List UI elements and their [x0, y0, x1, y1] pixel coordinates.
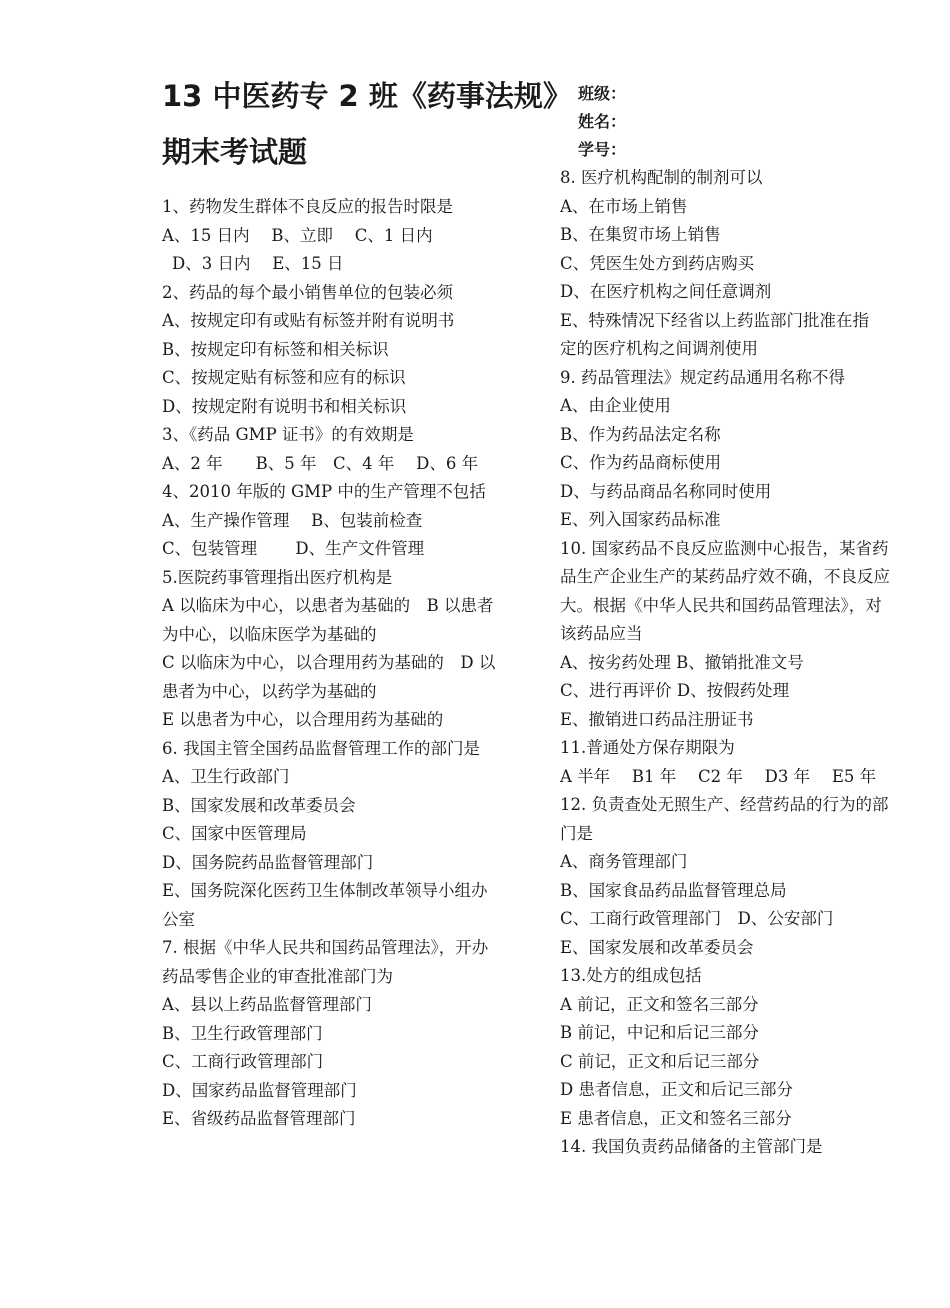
text-line: C 以临床为中心，以合理用药为基础的 D 以	[162, 653, 496, 672]
text-line: C、作为药品商标使用	[560, 453, 722, 472]
text-line: 10. 国家药品不良反应监测中心报告，某省药	[560, 538, 889, 558]
text-line: A、卫生行政部门	[162, 767, 290, 786]
text-line: 为中心，以临床医学为基础的	[162, 624, 377, 644]
text-line: 品生产企业生产的某药品疗效不确，不良反应	[560, 567, 890, 586]
text-line: D、按规定附有说明书和相关标识	[162, 396, 407, 416]
exam-subtitle: 期末考试题	[162, 135, 308, 169]
text-line: C、包装管理 D、生产文件管理	[162, 539, 425, 558]
text-line: B、在集贸市场上销售	[560, 225, 721, 244]
right-question-column	[560, 164, 924, 1162]
student-id-field-label: 学号：	[578, 140, 627, 159]
text-line: 6. 我国主管全国药品监督管理工作的部门是	[162, 738, 480, 758]
text-line: 定的医疗机构之间调剂使用	[560, 339, 758, 358]
text-line: 9. 药品管理法》规定药品通用名称不得	[560, 367, 845, 387]
text-line: B 前记，中记和后记三部分	[560, 1023, 759, 1042]
text-line: A 半年 B1 年 C2 年 D3 年 E5 年	[560, 766, 877, 786]
text-line: 3、《药品 GMP 证书》的有效期是	[162, 425, 414, 444]
text-line: 5.医院药事管理指出医疗机构是	[162, 567, 393, 587]
text-line: A 以临床为中心，以患者为基础的 B 以患者	[162, 596, 494, 615]
text-line: A、县以上药品监督管理部门	[162, 995, 372, 1014]
text-line: C、按规定贴有标签和应有的标识	[162, 368, 406, 387]
text-line: E、国务院深化医药卫生体制改革领导小组办	[162, 881, 488, 900]
text-line: 公室	[162, 909, 195, 929]
text-line: 4、2010 年版的 GMP 中的生产管理不包括	[162, 482, 486, 501]
text-line: 药品零售企业的审查批准部门为	[162, 966, 393, 986]
text-line: 患者为中心，以药学为基础的	[162, 681, 377, 701]
text-line: 11.普通处方保存期限为	[560, 738, 735, 757]
name-field-label: 姓名：	[578, 112, 627, 131]
text-line: E、撤销进口药品注册证书	[560, 709, 754, 729]
text-line: 该药品应当	[560, 624, 643, 643]
text-line: B、按规定印有标签和相关标识	[162, 339, 389, 359]
text-line: 12. 负责查处无照生产、经营药品的行为的部	[560, 795, 889, 814]
text-line: E 以患者为中心，以合理用药为基础的	[162, 710, 444, 729]
text-line: C、工商行政管理部门	[162, 1052, 324, 1071]
text-line: A、生产操作管理 B、包装前检查	[162, 510, 423, 530]
text-line: D、国家药品监督管理部门	[162, 1080, 357, 1100]
text-line: D、3 日内 E、15 日	[172, 254, 344, 273]
text-line: A、在市场上销售	[560, 196, 688, 216]
text-line: A、由企业使用	[560, 396, 671, 415]
text-line: C、工商行政管理部门 D、公安部门	[560, 909, 834, 928]
text-line: E、国家发展和改革委员会	[560, 937, 754, 957]
text-line: 门是	[560, 823, 593, 843]
text-line: D、国务院药品监督管理部门	[162, 852, 374, 872]
text-line: B、作为药品法定名称	[560, 424, 721, 444]
text-line: A、商务管理部门	[560, 852, 688, 871]
text-line: C、国家中医管理局	[162, 824, 307, 843]
text-line: A、15 日内 B、立即 C、1 日内	[162, 225, 433, 245]
text-line: A、按规定印有或贴有标签并附有说明书	[162, 311, 455, 330]
text-line: E、特殊情况下经省以上药监部门批准在指	[560, 310, 870, 330]
text-line: C、进行再评价 D、按假药处理	[560, 681, 790, 700]
text-line: A、2 年 B、5 年 C、4 年 D、6 年	[162, 453, 479, 473]
text-line: C 前记，正文和后记三部分	[560, 1051, 760, 1071]
text-line: E 患者信息，正文和签名三部分	[560, 1108, 792, 1128]
text-line: 8. 医疗机构配制的制剂可以	[560, 168, 763, 187]
text-line: D、与药品商品名称同时使用	[560, 481, 772, 501]
text-line: E、列入国家药品标准	[560, 510, 721, 529]
text-line: 7. 根据《中华人民共和国药品管理法》，开办	[162, 938, 489, 957]
text-line: 2、药品的每个最小销售单位的包装必须	[162, 282, 453, 302]
text-line: 大。根据《中华人民共和国药品管理法》，对	[560, 595, 882, 615]
exam-title: 13 中医药专 2 班《药事法规》	[162, 79, 572, 113]
text-line: C、凭医生处方到药店购买	[560, 253, 755, 273]
text-line: 1、药物发生群体不良反应的报告时限是	[162, 197, 453, 216]
text-line: D、在医疗机构之间任意调剂	[560, 282, 772, 301]
class-field-label: 班级：	[578, 84, 627, 103]
text-line: B、国家食品药品监督管理总局	[560, 880, 787, 900]
text-line: 13.处方的组成包括	[560, 966, 702, 985]
left-question-column	[162, 193, 534, 1134]
student-info-block	[578, 80, 626, 164]
text-line: 14. 我国负责药品储备的主管部门是	[560, 1137, 823, 1156]
text-line: A、按劣药处理 B、撤销批准文号	[560, 652, 804, 672]
text-line: D 患者信息，正文和后记三部分	[560, 1080, 793, 1099]
text-line: A 前记，正文和签名三部分	[560, 994, 759, 1014]
text-line: B、卫生行政管理部门	[162, 1023, 323, 1043]
text-line: B、国家发展和改革委员会	[162, 795, 356, 815]
text-line: E、省级药品监督管理部门	[162, 1109, 356, 1128]
